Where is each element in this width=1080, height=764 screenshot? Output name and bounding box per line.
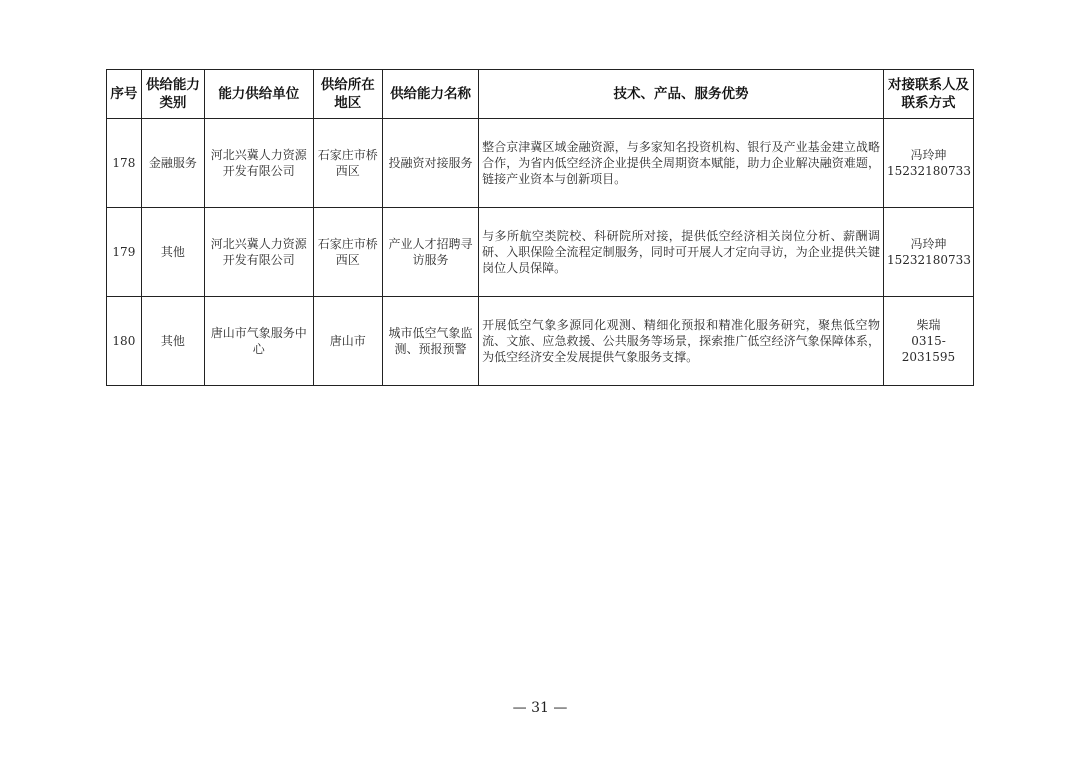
table-header-row bbox=[107, 70, 974, 119]
header-capability: 供给能力名称 bbox=[383, 70, 479, 119]
header-location: 供给所在地区 bbox=[313, 70, 383, 119]
cell-capability: 城市低空气象监测、预报预警 bbox=[383, 297, 479, 386]
cell-no: 179 bbox=[107, 208, 142, 297]
cell-unit: 河北兴冀人力资源开发有限公司 bbox=[205, 119, 313, 208]
cell-capability: 投融资对接服务 bbox=[383, 119, 479, 208]
cell-contact bbox=[883, 208, 973, 297]
cell-location: 唐山市 bbox=[313, 297, 383, 386]
table-row bbox=[107, 119, 974, 208]
header-no: 序号 bbox=[107, 70, 142, 119]
cell-contact bbox=[883, 297, 973, 386]
contact-name: 冯玲珅 bbox=[910, 237, 947, 251]
contact-name: 冯玲珅 bbox=[910, 148, 947, 162]
table-row bbox=[107, 297, 974, 386]
cell-category: 金融服务 bbox=[141, 119, 204, 208]
header-unit: 能力供给单位 bbox=[205, 70, 313, 119]
cell-contact bbox=[883, 119, 973, 208]
cell-category: 其他 bbox=[141, 208, 204, 297]
cell-category: 其他 bbox=[141, 297, 204, 386]
cell-advantage: 开展低空气象多源同化观测、精细化预报和精准化服务研究，聚焦低空物流、文旅、应急救援、公共服务等场景，探索推广低空经济气象保障体系，为低空经济安全发展提供气象服务支撑。 bbox=[479, 297, 884, 386]
contact-phone: 0315-2031595 bbox=[901, 334, 956, 364]
page-number: — 31 — bbox=[512, 700, 568, 716]
cell-location: 石家庄市桥西区 bbox=[313, 119, 383, 208]
header-advantage: 技术、产品、服务优势 bbox=[479, 70, 884, 119]
cell-location: 石家庄市桥西区 bbox=[313, 208, 383, 297]
table-row bbox=[107, 208, 974, 297]
cell-advantage: 整合京津冀区域金融资源，与多家知名投资机构、银行及产业基金建立战略合作，为省内低空经济企业提供全周期资本赋能，助力企业解决融资难题，链接产业资本与创新项目。 bbox=[479, 119, 884, 208]
cell-unit: 河北兴冀人力资源开发有限公司 bbox=[205, 208, 313, 297]
cell-advantage: 与多所航空类院校、科研院所对接，提供低空经济相关岗位分析、薪酬调研、入职保险全流程定制服务，同时可开展人才定向寻访，为企业提供关键岗位人员保障。 bbox=[479, 208, 884, 297]
cell-no: 180 bbox=[107, 297, 142, 386]
contact-phone: 15232180733 bbox=[886, 253, 971, 267]
contact-phone: 15232180733 bbox=[886, 164, 971, 178]
cell-no: 178 bbox=[107, 119, 142, 208]
header-contact: 对接联系人及联系方式 bbox=[883, 70, 973, 119]
cell-capability: 产业人才招聘寻访服务 bbox=[383, 208, 479, 297]
contact-name: 柴瑞 bbox=[916, 318, 941, 332]
supply-capability-table bbox=[106, 69, 974, 386]
cell-unit: 唐山市气象服务中心 bbox=[205, 297, 313, 386]
header-category: 供给能力类别 bbox=[141, 70, 204, 119]
